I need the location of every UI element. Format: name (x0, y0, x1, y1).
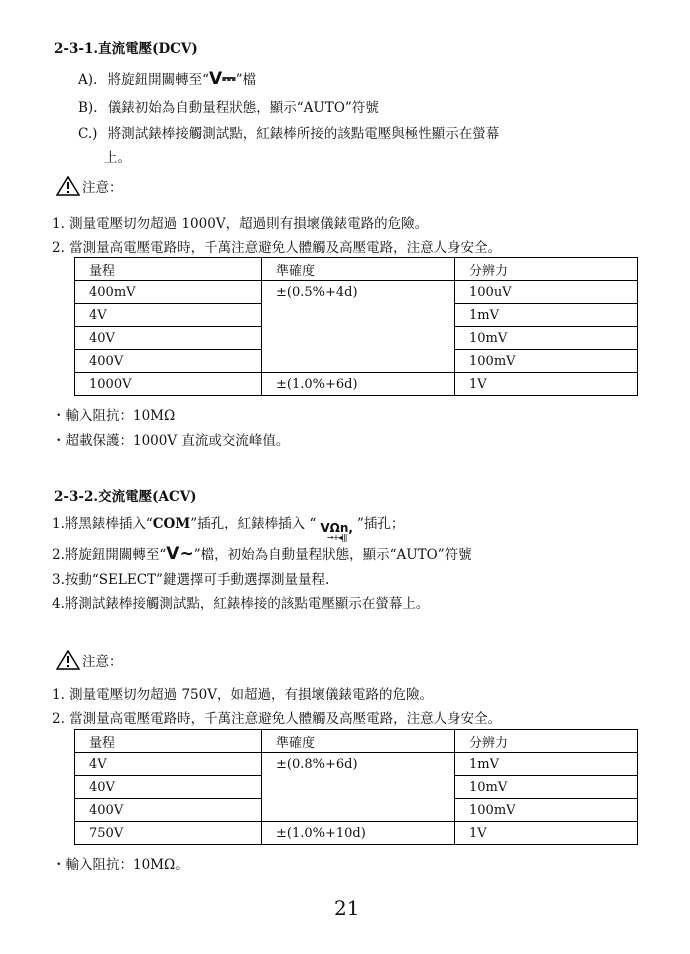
step-c-text-line1: 將測試錶棒接觸測試點，紅錶棒所接的該點電壓與極性顯示在螢幕 (107, 126, 500, 142)
accuracy-cell-merged (262, 799, 455, 822)
step-c-text-line2: 上。 (104, 150, 131, 166)
accuracy-cell: ±(1.0%+10d) (262, 822, 455, 845)
header-accuracy: 準確度 (262, 258, 455, 281)
acv-step-2 (52, 543, 472, 564)
accuracy-cell-merged (262, 304, 455, 327)
range-cell: 4V (75, 304, 262, 327)
dcv-caution (56, 176, 123, 196)
accuracy-cell: ±(0.8%+6d) (262, 753, 455, 776)
range-cell: 4V (75, 753, 262, 776)
resolution-cell: 1mV (455, 304, 638, 327)
acv-step-1 (52, 512, 404, 542)
jack-top-label: VΩn, (320, 521, 353, 535)
acv-note-2: 2. 當測量高電壓電路時，千萬注意避免人體觸及高壓電路，注意人身安全。 (52, 711, 502, 727)
caution-title: 注意： (82, 654, 123, 670)
ac-voltage-symbol-icon: V∼ (166, 544, 194, 564)
dcv-step-a (78, 68, 256, 89)
jack-bottom-label: →+◂||| (326, 533, 347, 542)
dc-voltage-symbol-icon: V⎓ (209, 69, 236, 89)
table-row (75, 304, 638, 327)
resolution-cell: 10mV (455, 776, 638, 799)
range-cell: 40V (75, 776, 262, 799)
table-row (75, 327, 638, 350)
dcv-spec-table (74, 257, 638, 396)
acv-step-3: 3.按動“SELECT”鍵選擇可手動選擇測量量程. (52, 572, 330, 588)
dcv-input-impedance: ・輸入阻抗：10MΩ (52, 408, 176, 424)
step-a-text-after: ”檔 (235, 72, 257, 88)
step-1-text-after: ”插孔； (356, 516, 405, 532)
step-a-label: A). (78, 72, 98, 88)
dcv-note-2: 2. 當測量高電壓電路時，千萬注意避免人體觸及高壓電路，注意人身安全。 (52, 240, 502, 256)
accuracy-cell-merged (262, 350, 455, 373)
accuracy-cell: ±(0.5%+4d) (262, 281, 455, 304)
warning-triangle-icon (56, 176, 80, 196)
dcv-note-1: 1. 測量電壓切勿超過 1000V，超過則有損壞儀錶電路的危險。 (52, 216, 429, 232)
table-row (75, 776, 638, 799)
acv-spec-table (74, 729, 638, 845)
v-ohm-jack-icon (320, 522, 353, 542)
resolution-cell: 100mV (455, 350, 638, 373)
step-c-label: C.) (78, 126, 98, 142)
resolution-cell: 100mV (455, 799, 638, 822)
table-row (75, 822, 638, 845)
warning-triangle-icon (56, 650, 80, 670)
accuracy-cell-merged (262, 776, 455, 799)
acv-note-1: 1. 測量電壓切勿超過 750V，如超過，有損壞儀錶電路的危險。 (52, 687, 433, 703)
table-header-row (75, 730, 638, 753)
page-number: 21 (334, 896, 360, 920)
table-row (75, 350, 638, 373)
accuracy-cell: ±(1.0%+6d) (262, 373, 455, 396)
resolution-cell: 10mV (455, 327, 638, 350)
header-range: 量程 (75, 730, 262, 753)
table-header-row (75, 258, 638, 281)
table-row (75, 753, 638, 776)
dcv-step-b (78, 96, 379, 116)
header-resolution: 分辨力 (455, 730, 638, 753)
dcv-overload-protection: ・超載保護：1000V 直流或交流峰值。 (52, 433, 290, 449)
table-row (75, 281, 638, 304)
resolution-cell: 1mV (455, 753, 638, 776)
step-a-text-before: 將旋鈕開關轉至“ (107, 72, 210, 88)
range-cell: 1000V (75, 373, 262, 396)
header-accuracy: 準確度 (262, 730, 455, 753)
step-1-text-before: 1.將黑錶棒插入“ (52, 516, 153, 532)
range-cell: 400mV (75, 281, 262, 304)
accuracy-cell-merged (262, 327, 455, 350)
caution-title: 注意： (82, 180, 123, 196)
acv-step-4: 4.將測試錶棒接觸測試點，紅錶棒接的該點電壓顯示在螢幕上。 (52, 596, 430, 612)
step-2-text-after: ”檔，初始為自動量程狀態，顯示“AUTO”符號 (193, 547, 472, 563)
step-1-text-mid: ”插孔，紅錶棒插入 “ (190, 516, 317, 532)
range-cell: 750V (75, 822, 262, 845)
step-2-text-before: 2.將旋鈕開關轉至“ (52, 547, 167, 563)
table-row (75, 799, 638, 822)
header-resolution: 分辨力 (455, 258, 638, 281)
step-b-text: 儀錶初始為自動量程狀態，顯示“AUTO”符號 (107, 100, 379, 116)
acv-input-impedance: ・輸入阻抗：10MΩ。 (52, 857, 189, 873)
resolution-cell: 1V (455, 822, 638, 845)
header-range: 量程 (75, 258, 262, 281)
range-cell: 400V (75, 799, 262, 822)
table-row (75, 373, 638, 396)
com-jack-label: COM (152, 516, 191, 532)
resolution-cell: 1V (455, 373, 638, 396)
resolution-cell: 100uV (455, 281, 638, 304)
range-cell: 40V (75, 327, 262, 350)
dcv-heading: 2-3-1.直流電壓(DCV) (54, 41, 198, 57)
step-b-label: B). (78, 100, 98, 116)
acv-caution (56, 650, 123, 670)
acv-heading: 2-3-2.交流電壓(ACV) (54, 489, 197, 505)
range-cell: 400V (75, 350, 262, 373)
dcv-step-c (78, 122, 499, 142)
